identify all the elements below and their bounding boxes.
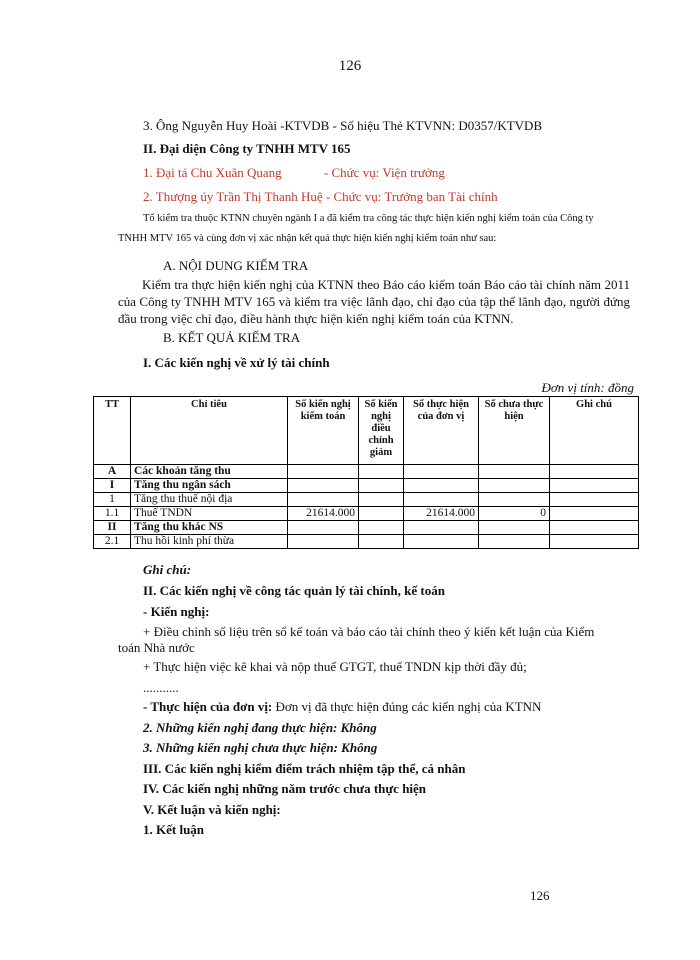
table-cell	[479, 479, 550, 493]
table-cell	[288, 535, 359, 549]
table-cell	[550, 521, 639, 535]
thuc-hien-text: Đơn vị đã thực hiện đúng các kiến nghị của KTNN	[272, 699, 542, 714]
ghi-chu-label: Ghi chú:	[143, 562, 192, 577]
page-number-bottom: 126	[530, 888, 550, 903]
table-cell	[288, 493, 359, 507]
table-row	[94, 493, 639, 507]
intro-line-1: Tổ kiểm tra thuộc KTNN chuyên ngành I a đã kiểm tra công tác thực hiện kiến nghị kiểm toán của Công ty	[143, 213, 594, 224]
table-cell	[359, 479, 404, 493]
page-number-top: 126	[338, 58, 362, 74]
table-header-row	[94, 397, 639, 465]
kien-nghi-label: - Kiến nghị:	[143, 604, 210, 619]
header-ghi-chu: Ghi chú	[550, 397, 639, 465]
table-cell	[359, 535, 404, 549]
table-cell: Tăng thu thuế nội địa	[131, 493, 288, 507]
table-cell: 21614.000	[288, 507, 359, 521]
kien-nghi-1-line-1: + Điều chỉnh số liệu trên sổ kế toán và báo cáo tài chính theo ý kiến kết luận của Kiểm	[143, 624, 595, 639]
representative-2: 2. Thượng úy Trần Thị Thanh Huệ - Chức vụ: Trưởng ban Tài chính	[143, 189, 498, 204]
thuc-hien-label: - Thực hiện của đơn vị:	[143, 699, 273, 714]
kien-nghi-2: + Thực hiện việc kê khai và nộp thuế GTGT, thuế TNDN kịp thời đầy đủ;	[143, 659, 527, 674]
content-paragraph: Kiểm tra thực hiện kiến nghị của KTNN theo Báo cáo kiểm toán Báo cáo tài chính năm 2011 của Công ty TNHH MTV 165 và kiểm tra việc lãnh đạo, chỉ đạo của tập thể lãnh đạo, người đứng đầu trong việc chỉ đạo, điều hành thực hiện kiến nghị kiểm toán của KTNN.	[118, 277, 630, 326]
table-cell: II	[94, 521, 131, 535]
item-3-heading: 3. Những kiến nghị chưa thực hiện: Không	[143, 740, 378, 755]
header-chi-tieu: Chỉ tiêu	[131, 397, 288, 465]
table-cell	[550, 465, 639, 479]
table-cell	[359, 465, 404, 479]
table-cell	[359, 521, 404, 535]
table-cell	[288, 479, 359, 493]
section-iii-heading: III. Các kiến nghị kiểm điểm trách nhiệm tập thể, cá nhân	[143, 761, 466, 776]
table-cell	[404, 535, 479, 549]
table-cell: Các khoản tăng thu	[131, 465, 288, 479]
header-tt: TT	[94, 397, 131, 465]
kien-nghi-1-line-2: toán Nhà nước	[118, 640, 195, 655]
table-cell	[550, 493, 639, 507]
table-cell	[359, 493, 404, 507]
table-cell: Thuế TNDN	[131, 507, 288, 521]
table-cell: Tăng thu ngân sách	[131, 479, 288, 493]
table-cell: 0	[479, 507, 550, 521]
intro-line-2: TNHH MTV 165 và cùng đơn vị xác nhận kết quả thực hiện kiến nghị kiểm toán như sau:	[118, 233, 497, 244]
section-v-heading: V. Kết luận và kiến nghị:	[143, 802, 281, 817]
section-b-heading: B. KẾT QUẢ KIỂM TRA	[163, 330, 301, 345]
table-cell: 1	[94, 493, 131, 507]
section-a-heading: A. NỘI DUNG KIỂM TRA	[163, 258, 309, 273]
table-cell: Tăng thu khác NS	[131, 521, 288, 535]
thuc-hien-line	[143, 699, 541, 715]
header-so-kien-nghi: Số kiến nghị kiểm toán	[288, 397, 359, 465]
table-cell	[404, 493, 479, 507]
table-cell	[404, 479, 479, 493]
representative-heading: II. Đại diện Công ty TNHH MTV 165	[143, 141, 351, 156]
table-cell	[404, 465, 479, 479]
table-cell	[479, 535, 550, 549]
header-dieu-chinh-giam: Số kiến nghị điều chỉnh giảm	[359, 397, 404, 465]
table-cell	[550, 535, 639, 549]
table-cell	[479, 493, 550, 507]
table-cell: 2.1	[94, 535, 131, 549]
ellipsis-dots: ...........	[143, 680, 179, 695]
table-cell	[288, 521, 359, 535]
header-so-chua-thuc-hien: Số chưa thực hiện	[479, 397, 550, 465]
table-row	[94, 479, 639, 493]
table-row	[94, 507, 639, 521]
table-cell	[479, 521, 550, 535]
unit-label: Đơn vị tính: đồng	[541, 380, 634, 395]
header-so-thuc-hien: Số thực hiện của đơn vị	[404, 397, 479, 465]
table-cell: A	[94, 465, 131, 479]
representative-1: 1. Đại tá Chu Xuân Quang - Chức vụ: Viện trưởng	[143, 165, 445, 180]
table-cell	[550, 507, 639, 521]
table-row	[94, 465, 639, 479]
team-member-3: 3. Ông Nguyễn Huy Hoài -KTVDB - Số hiệu Thẻ KTVNN: D0357/KTVDB	[143, 118, 543, 133]
item-2-heading: 2. Những kiến nghị đang thực hiện: Không	[143, 720, 377, 735]
table-cell	[359, 507, 404, 521]
table-cell: 21614.000	[404, 507, 479, 521]
table-cell	[479, 465, 550, 479]
section-i-heading: I. Các kiến nghị về xử lý tài chính	[143, 355, 330, 370]
table-cell	[550, 479, 639, 493]
financial-table	[93, 396, 639, 549]
table-cell	[288, 465, 359, 479]
table-cell: I	[94, 479, 131, 493]
table-row	[94, 521, 639, 535]
section-iv-heading: IV. Các kiến nghị những năm trước chưa thực hiện	[143, 781, 427, 796]
table-cell: 1.1	[94, 507, 131, 521]
table-row	[94, 535, 639, 549]
table-cell: Thu hồi kinh phí thừa	[131, 535, 288, 549]
table-cell	[404, 521, 479, 535]
section-ii-heading: II. Các kiến nghị về công tác quản lý tài chính, kế toán	[143, 583, 445, 598]
conclusion-heading: 1. Kết luận	[143, 822, 205, 837]
